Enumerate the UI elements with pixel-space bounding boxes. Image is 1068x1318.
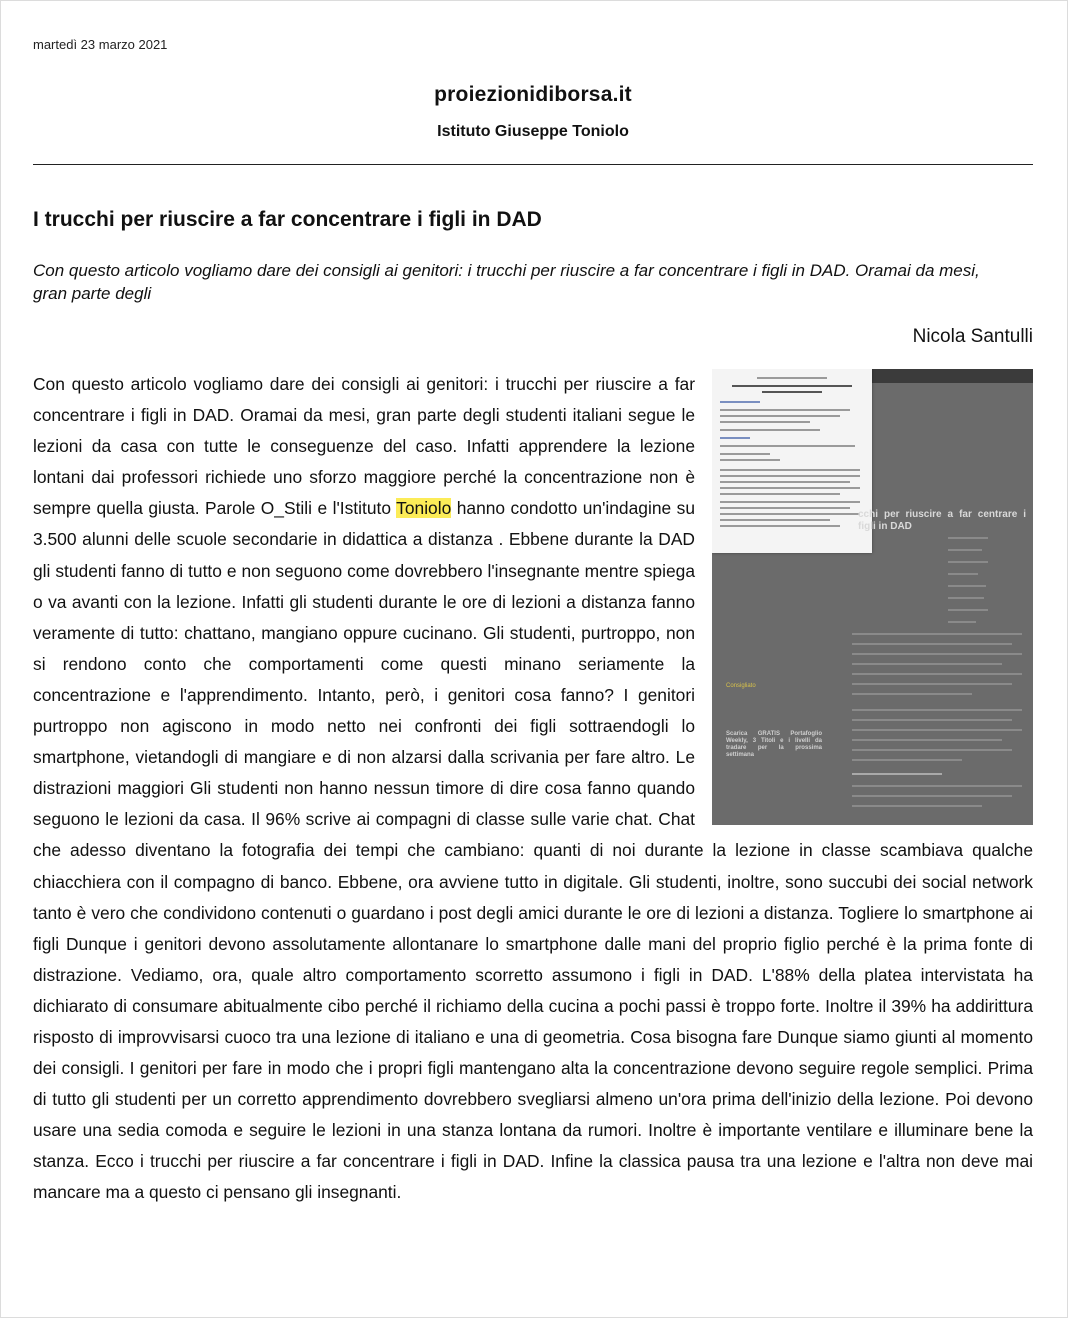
masthead <box>33 83 1033 141</box>
site-name: proiezionidiborsa.it <box>434 83 632 106</box>
article-author: Nicola Santulli <box>912 326 1033 347</box>
article-lead: Con questo articolo vogliamo dare dei consigli ai genitori: i trucchi per riuscire a far concentrare i figli in DAD. Oramai da mesi, gran parte degli <box>33 261 980 303</box>
header-divider <box>33 164 1033 165</box>
article-body <box>33 369 1033 1209</box>
article-body-text-part1: Con questo articolo vogliamo dare dei consigli ai genitori: i trucchi per riuscire a far concentrare i figli in DAD. Oramai da mesi, gran parte degli studenti italiani segue le lezioni da casa con tutte le conseguenze del caso. Infatti apprendere la lezione lontani dai professori richiede uno sforzo maggiore perché la concentrazione non è sempre quella giusta. Parole O_Stili e l'Istituto <box>33 374 695 519</box>
article-title: I trucchi per riuscire a far concentrare i figli in DAD <box>33 208 542 231</box>
publication-date: martedì 23 marzo 2021 <box>33 37 168 52</box>
highlighted-term: Toniolo <box>396 498 452 519</box>
figure-article-headline: cchi per riuscire a far centrare i figli in DAD <box>858 509 1026 532</box>
figure-side-label: Consigliato <box>726 683 756 689</box>
site-subtitle: Istituto Giuseppe Toniolo <box>437 123 629 140</box>
figure-consent-modal <box>712 369 872 553</box>
figure-side-promo: Scarica GRATIS Portafoglio Weekly, 3 Titoli e i livelli da tradare per la prossima settimana <box>726 731 822 758</box>
article-body-text-part2: hanno condotto un'indagine su 3.500 alunni delle scuole secondarie in didattica a distanza . Ebbene durante la DAD gli studenti fanno di tutto e non seguono come dovrebbero l'insegnante mentre spiega o va avanti con la lezione. Infatti gli studenti durante le ore di lezioni a distanza fanno veramente di tutto: chattano, mangiano oppure cucinano. Gli studenti, purtroppo, non si rendono conto che comportamenti come questi minano seriamente la concentrazione e l'apprendimento. Intanto, però, i genitori cosa fanno? I genitori purtroppo non agiscono in modo netto nei confronti dei figli sottraendogli lo smartphone, vietandogli di mangiare e di non alzarsi dalla scrivania per fare altro. Le distrazioni maggiori Gli studenti non hanno nessun timore di dire cosa fanno quando seguono le lezioni da casa. Il 96% scrive ai compagni di classe sulle varie chat. Chat che adesso diventano la fotografia dei tempi che cambiano: quanti di noi durante la lezione in classe scambiava qualche chiacchiera con il compagno di banco. Ebbene, ora avviene tutto in digitale. Gli studenti, inoltre, sono succubi dei social network tanto è vero che condividono contenuti o guardano i post degli amici durante le ore di lezioni a distanza. Togliere lo smartphone ai figli Dunque i genitori devono assolutamente allontanare lo smartphone dalle mani del proprio figlio perché è la prima fonte di distrazione. Vediamo, ora, quale altro comportamento scorretto assumono i figli in DAD. L'88% della platea intervistata ha dichiarato di consumare abitualmente cibo perché il richiamo della cucina a pochi passi è troppo forte. Inoltre il 39% ha addirittura risposto di improvvisarsi cuoco tra una lezione di italiano e una di geometria. Cosa bisogna fare Dunque siamo giunti al momento dei consigli. I genitori per fare in modo che i propri figli mantengano alta la concentrazione devono seguire regole semplici. Prima di tutto gli studenti per un corretto apprendimento dovrebbero svegliarsi almeno un'ora prima dell'inizio della lezione. Poi devono usare una sedia comoda e seguire le lezioni in una stanza lontana da rumori. Inoltre è importante ventilare e illuminare bene la stanza. Ecco i trucchi per riuscire a far concentrare i figli in DAD. Infine la classica pausa tra una lezione e l'altra non deve mai mancare ma a questo ci pensano gli insegnanti. <box>33 498 1033 1203</box>
article-screenshot-image <box>712 369 1033 825</box>
